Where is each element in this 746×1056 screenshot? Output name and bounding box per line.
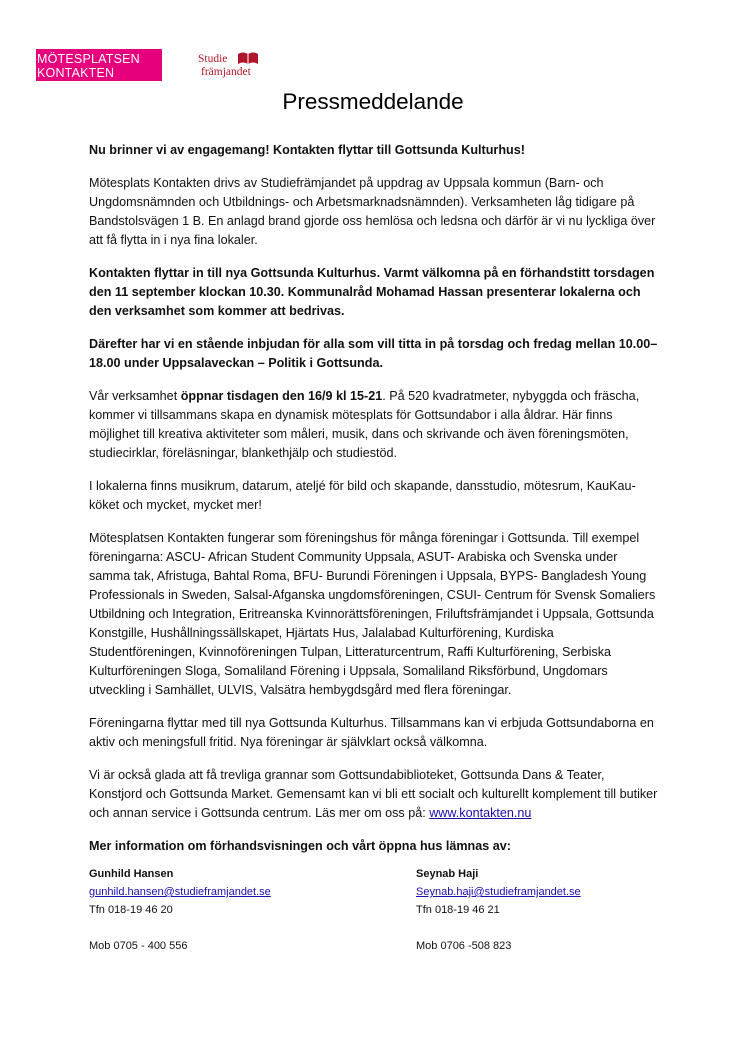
paragraph-associations-move: Föreningarna flyttar med till nya Gottsunda Kulturhus. Tillsammans kan vi erbjuda Gottsundaborna en aktiv och meningsfull fritid. Nya föreningar är självklart också välkomna. (89, 716, 654, 749)
contact-phone: Tfn 018-19 46 20 (89, 904, 173, 916)
opening-text-before: Vår verksamhet (89, 389, 181, 403)
paragraph-intro: Mötesplats Kontakten drivs av Studiefrämjandet på uppdrag av Uppsala kommun (Barn- och Ungdomsnämnden och Utbildnings- och Arbetsmarknadsnämnden). Verksamheten låg tidigare på Bandstolsvägen 1 B. En anlagd brand gjorde oss hemlösa och ledsna och därför är vi nu lyckliga över att få flytta in i nya fina lokaler. (89, 176, 656, 247)
contact-card (416, 865, 676, 955)
paragraph-preview-invitation: Kontakten flyttar in till nya Gottsunda Kulturhus. Varmt välkomna på en förhandstitt torsdagen den 11 september klockan 10.30. Kommunalråd Mohamad Hassan presenterar lokalerna och den verksamhet som kommer att bedrivas. (89, 266, 655, 318)
contact-email-link[interactable]: gunhild.hansen@studieframjandet.se (89, 886, 271, 898)
paragraph-facilities: I lokalerna finns musikrum, datarum, ateljé för bild och skapande, dansstudio, mötesrum, KauKau-köket och mycket, mycket mer! (89, 479, 636, 512)
contact-name: Gunhild Hansen (89, 868, 174, 880)
page-title: Pressmeddelande (282, 89, 464, 114)
website-link[interactable]: www.kontakten.nu (429, 806, 532, 820)
studieframjandet-logo (198, 51, 266, 83)
studie-logo-line-2: främjandet (201, 66, 251, 78)
contact-email-link[interactable]: Seynab.haji@studieframjandet.se (416, 886, 581, 898)
opening-date: öppnar tisdagen den 16/9 kl 15-21 (180, 389, 383, 403)
contact-phone: Tfn 018-19 46 21 (416, 904, 500, 916)
press-release-body (89, 141, 659, 870)
contact-mobile: Mob 0706 -508 823 (416, 940, 512, 952)
more-info-heading: Mer information om förhandsvisningen och vårt öppna hus lämnas av: (89, 839, 511, 853)
neighbours-text: Vi är också glada att få trevliga grannar som Gottsundabiblioteket, Gottsunda Dans & Teater, Konstjord och Gottsunda Market. Gemensamt kan vi bli ett socialt och kulturellt komplement till butiker och annan service i Gottsunda centrum. Läs mer om oss på: (89, 768, 658, 820)
paragraph-associations: Mötesplatsen Kontakten fungerar som föreningshus för många föreningar i Gottsunda. Till exempel föreningarna: ASCU- African Student Community Uppsala, ASUT- Arabiska och Svenska under samma tak, Afristuga, Bahtal Roma, BFU- Burundi Föreningen i Uppsala, BYPS- Bangladesh Young Professionals in Sweden, Salsal-Afganska ungdomsföreningen, CSUI- Centrum för Svensk Somaliers Utbildning och Integration, Eritreanska Kvinnorättsföreningen, Friluftsfrämjandet i Uppsala, Gottsunda Konstgille, Hushållningssällskapet, Hjärtats Hus, Jalalabad Kulturförening, Kurdiska Studentföreningen, Kvinnoföreningen Tulpan, Litteraturcentrum, Raffi Kulturförening, Serbiska Kulturföreningen Sloga, Somaliland Förening i Uppsala, Somaliland Riksförbund, Ungdomars utveckling i Samhället, ULVIS, Valsätra hembygdsgård med flera föreningar. (89, 531, 656, 697)
contact-section (89, 865, 659, 965)
paragraph-neighbours (89, 766, 659, 823)
book-icon (236, 51, 260, 65)
paragraph-open-invitation: Därefter har vi en stående inbjudan för alla som vill titta in på torsdag och fredag mellan 10.00–18.00 under Uppsalaveckan – Politik i Gottsunda. (89, 337, 658, 370)
headline: Nu brinner vi av engagemang! Kontakten flyttar till Gottsunda Kulturhus! (89, 143, 525, 157)
contact-mobile: Mob 0705 - 400 556 (89, 940, 188, 952)
opening-text-after: . På 520 kvadratmeter, nybyggda och fräscha, kommer vi tillsammans skapa en dynamisk mötesplats för Gottsundabor i alla åldrar. Här finns möjlighet till kreativa aktiviteter som måleri, musik, dans och skrivande och även föreningsmöten, studiecirklar, föreläsningar, blankethjälp och studiestöd. (89, 389, 640, 460)
contact-card (89, 865, 349, 955)
logo-line-1: MÖTESPLATSEN (37, 52, 140, 66)
motesplatsen-kontakten-logo (36, 49, 162, 81)
contact-name: Seynab Haji (416, 868, 479, 880)
studie-logo-line-1: Studie (198, 53, 228, 65)
paragraph-opening (89, 387, 659, 463)
logo-line-2: KONTAKTEN (37, 66, 115, 80)
